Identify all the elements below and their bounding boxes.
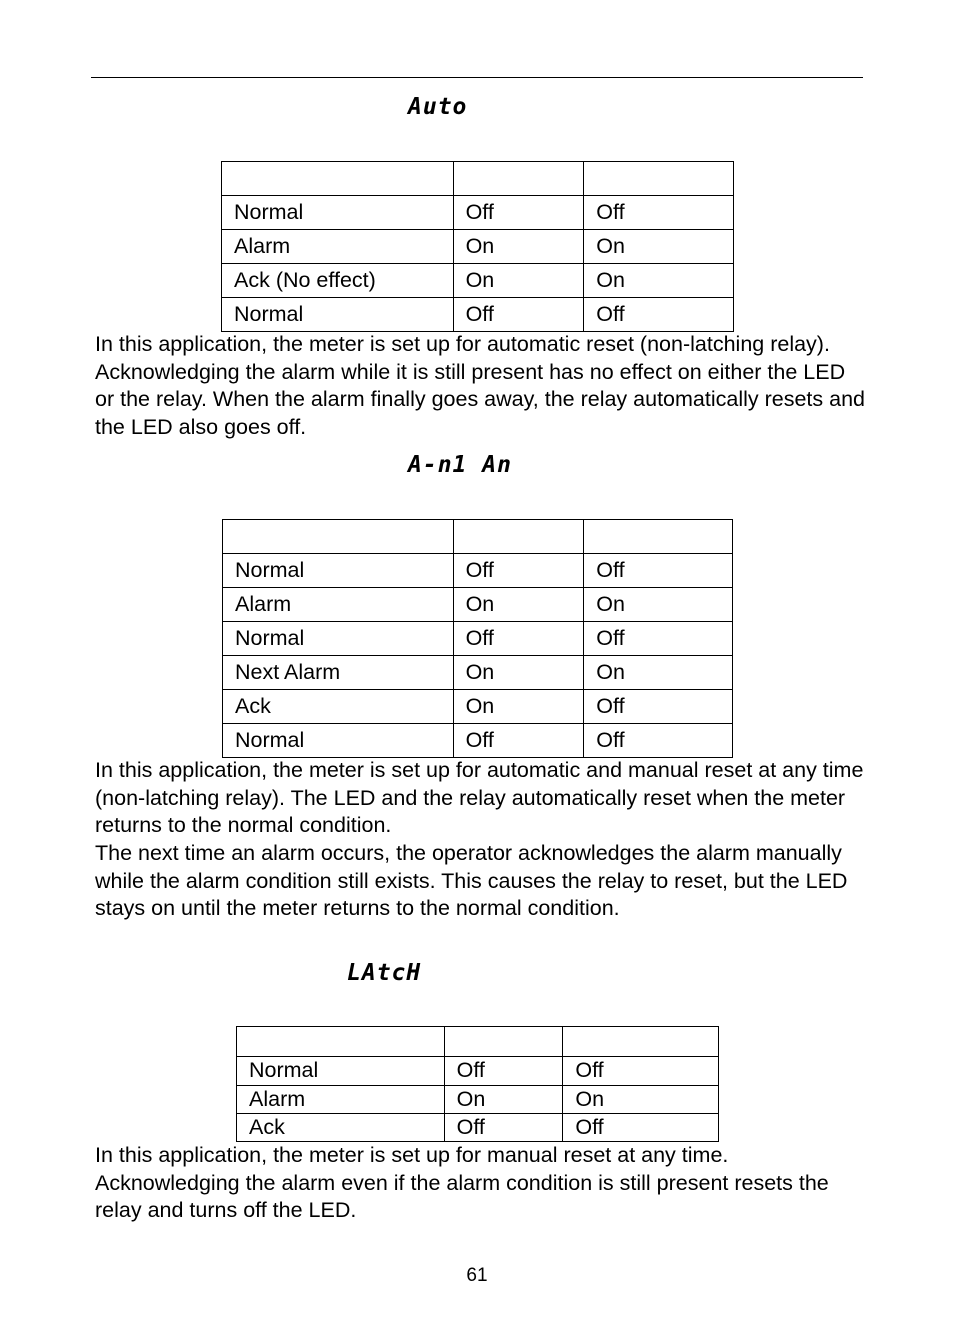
table-cell: Off <box>584 554 733 588</box>
table-cell: On <box>563 1086 719 1114</box>
table-row <box>222 162 734 196</box>
table-cell: Off <box>453 196 584 230</box>
table-row <box>222 298 734 332</box>
mode-label-auto: Auto <box>408 94 468 120</box>
table-row <box>223 690 733 724</box>
table-cell <box>453 520 584 554</box>
table-cell: Off <box>453 554 584 588</box>
state-table-auto-manual <box>222 519 733 758</box>
header-rule <box>91 77 863 78</box>
table-cell: Alarm <box>237 1086 445 1114</box>
table-cell: Alarm <box>223 588 454 622</box>
table-cell: Normal <box>223 554 454 588</box>
table-cell: Ack (No effect) <box>222 264 454 298</box>
page-number: 61 <box>466 1265 488 1286</box>
table-cell: Normal <box>222 298 454 332</box>
state-table-auto <box>221 161 734 332</box>
table-cell: Off <box>563 1114 719 1142</box>
table-cell: On <box>453 230 584 264</box>
table-cell: Off <box>453 622 584 656</box>
table-cell: Off <box>444 1114 563 1142</box>
table-cell <box>237 1027 445 1057</box>
paragraph-auto-manual-2: The next time an alarm occurs, the operator acknowledges the alarm manually while the alarm condition still exists. This causes the relay to reset, but the LED stays on until the meter returns to the normal condition. <box>95 841 848 921</box>
table-row <box>223 588 733 622</box>
paragraph-auto: In this application, the meter is set up for automatic reset (non-latching relay). Acknowledging the alarm while it is still present has no effect on either the LED or the relay. When the alarm finally goes away, the relay automatically resets and the LED also goes off. <box>95 332 865 439</box>
table-row <box>223 554 733 588</box>
table-row <box>222 264 734 298</box>
table-cell: Off <box>584 298 734 332</box>
table-cell: Normal <box>223 724 454 758</box>
table-row <box>223 656 733 690</box>
mode-label-latch: LAtcH <box>347 960 422 986</box>
table-cell: Normal <box>237 1057 445 1086</box>
table-cell: On <box>453 588 584 622</box>
table-cell <box>444 1027 563 1057</box>
table-cell: Alarm <box>222 230 454 264</box>
table-cell: Off <box>584 690 733 724</box>
table-cell <box>584 162 734 196</box>
table-row <box>237 1114 719 1142</box>
table-cell: Off <box>453 724 584 758</box>
table-cell: Off <box>563 1057 719 1086</box>
paragraph-auto-manual-1: In this application, the meter is set up for automatic and manual reset at any time (non-latching relay). The LED and the relay automatically reset when the meter returns to the normal condition. <box>95 758 864 838</box>
table-cell <box>563 1027 719 1057</box>
state-table-latch <box>236 1026 719 1142</box>
table-cell: Off <box>584 622 733 656</box>
table-cell <box>584 520 733 554</box>
table-cell: Off <box>444 1057 563 1086</box>
table-cell: Normal <box>223 622 454 656</box>
table-cell: On <box>584 264 734 298</box>
mode-label-auto-manual: A-n1 An <box>408 452 512 478</box>
paragraph-latch: In this application, the meter is set up for manual reset at any time. Acknowledging the alarm even if the alarm condition is still present resets the relay and turns off the LED. <box>95 1143 829 1223</box>
table-row <box>222 230 734 264</box>
table-cell: Ack <box>223 690 454 724</box>
table-cell: Off <box>453 298 584 332</box>
table-cell: Off <box>584 724 733 758</box>
table-cell: Ack <box>237 1114 445 1142</box>
table-cell: On <box>584 588 733 622</box>
table-row <box>223 724 733 758</box>
table-row <box>223 520 733 554</box>
table-row <box>237 1027 719 1057</box>
table-cell: On <box>453 656 584 690</box>
table-cell: On <box>444 1086 563 1114</box>
table-row <box>237 1086 719 1114</box>
table-cell: Normal <box>222 196 454 230</box>
table-cell: Off <box>584 196 734 230</box>
table-row <box>237 1057 719 1086</box>
table-cell: Next Alarm <box>223 656 454 690</box>
table-cell <box>222 162 454 196</box>
table-cell: On <box>584 656 733 690</box>
table-cell <box>223 520 454 554</box>
table-cell: On <box>453 690 584 724</box>
table-cell: On <box>584 230 734 264</box>
table-row <box>223 622 733 656</box>
table-row <box>222 196 734 230</box>
table-cell: On <box>453 264 584 298</box>
table-cell <box>453 162 584 196</box>
